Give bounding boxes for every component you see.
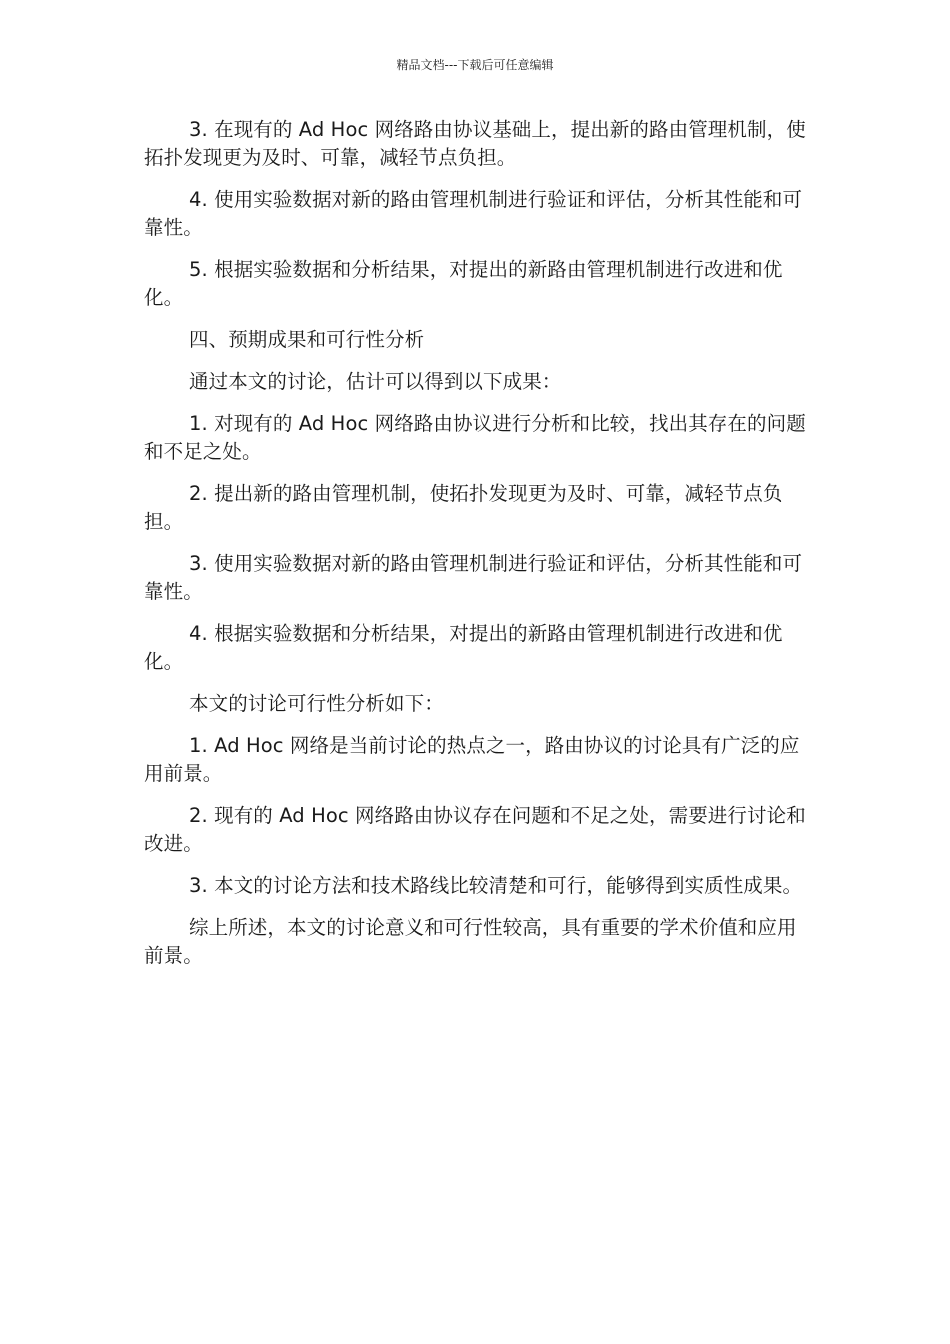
page-header: 精品文档---下载后可任意编辑 — [396, 58, 554, 72]
paragraph-feasibility-3: 3. 本文的讨论方法和技术路线比较清楚和可行，能够得到实质性成果。 — [189, 874, 803, 897]
paragraph-result-2: 2. 提出新的路由管理机制，使拓扑发现更为及时、可靠，减轻节点负担。 — [144, 482, 783, 533]
paragraph-result-4: 4. 根据实验数据和分析结果，对提出的新路由管理机制进行改进和优化。 — [144, 622, 783, 673]
paragraph-feasibility-intro: 本文的讨论可行性分析如下： — [189, 692, 444, 715]
paragraph-research-step-5: 5. 根据实验数据和分析结果，对提出的新路由管理机制进行改进和优化。 — [144, 258, 783, 309]
document-body — [144, 116, 808, 984]
paragraph-result-1: 1. 对现有的 Ad Hoc 网络路由协议进行分析和比较，找出其存在的问题和不足之处。 — [144, 412, 806, 463]
paragraph-results-intro: 通过本文的讨论，估计可以得到以下成果： — [189, 370, 562, 393]
paragraph-research-step-3: 3. 在现有的 Ad Hoc 网络路由协议基础上，提出新的路由管理机制，使拓扑发现更为及时、可靠，减轻节点负担。 — [144, 118, 806, 169]
paragraph-feasibility-1: 1. Ad Hoc 网络是当前讨论的热点之一，路由协议的讨论具有广泛的应用前景。 — [144, 734, 800, 785]
paragraph-result-3: 3. 使用实验数据对新的路由管理机制进行验证和评估，分析其性能和可靠性。 — [144, 552, 803, 603]
paragraph-conclusion: 综上所述，本文的讨论意义和可行性较高，具有重要的学术价值和应用前景。 — [144, 916, 797, 967]
section-heading-expected-results: 四、预期成果和可行性分析 — [189, 328, 425, 351]
paragraph-feasibility-2: 2. 现有的 Ad Hoc 网络路由协议存在问题和不足之处，需要进行讨论和改进。 — [144, 804, 806, 855]
paragraph-research-step-4: 4. 使用实验数据对新的路由管理机制进行验证和评估，分析其性能和可靠性。 — [144, 188, 803, 239]
